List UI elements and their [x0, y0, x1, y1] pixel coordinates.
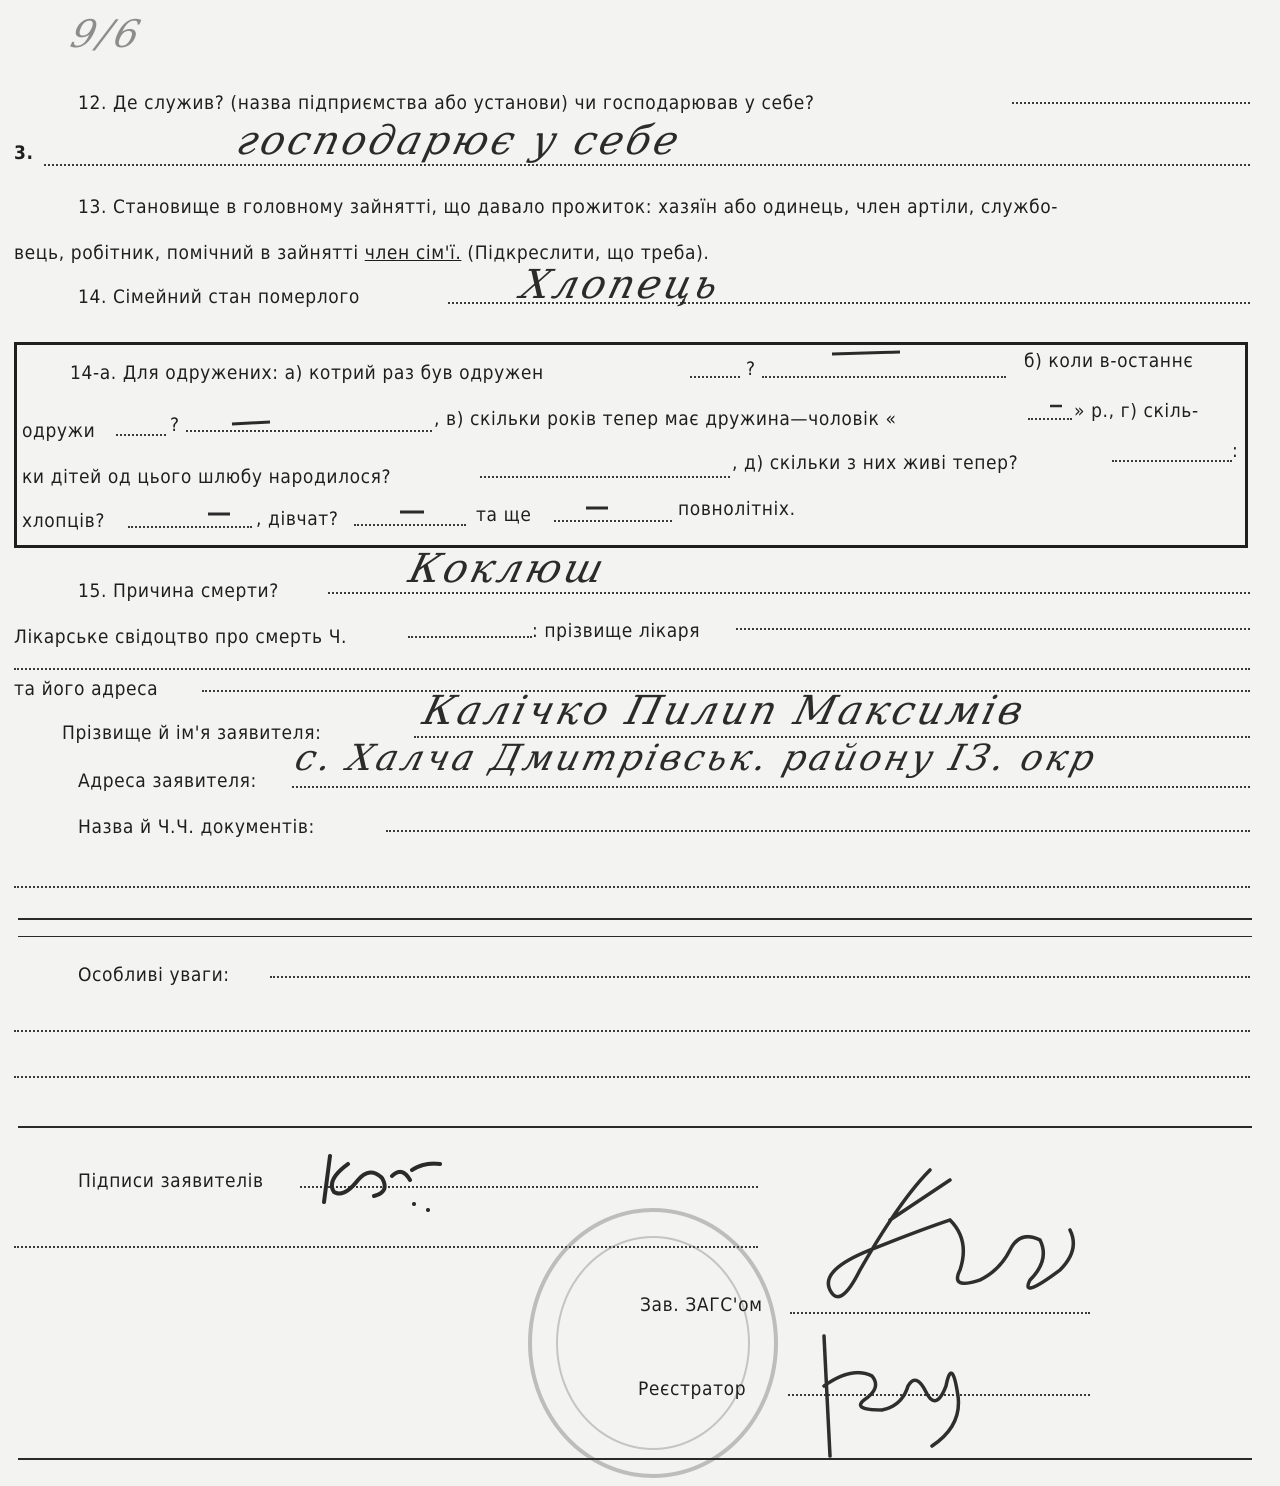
q14-answer-handwriting: Хлопець: [516, 262, 726, 308]
q14a-line2b: ?: [170, 414, 180, 436]
documents-dots: [386, 830, 1250, 832]
doctor-certificate-label: Лікарське свідоцтво про смерть Ч.: [14, 626, 348, 648]
q14a-line3b: , д) скільки з них живі тепер?: [732, 452, 1019, 474]
q14a-line2d: » р., г) скіль-: [1074, 400, 1199, 422]
q13-line2-suffix: (Підкреслити, що треба).: [461, 242, 710, 264]
notes-label: Особливі уваги:: [78, 964, 230, 986]
applicant-signature-label: Підписи заявителів: [78, 1170, 264, 1192]
q14a-line3a: ки дітей од цього шлюбу народилося?: [22, 466, 392, 488]
q14-label: 14. Сімейний стан померлого: [78, 286, 360, 308]
applicant-address-label: Адреса заявителя:: [78, 770, 257, 792]
doctor-surname-dots: [736, 628, 1250, 630]
q14a-line4b: , дівчат?: [256, 508, 339, 530]
q14a-line2c: , в) скільки років тепер має дружина—чоловік «: [434, 408, 897, 430]
bottom-divider: [18, 1458, 1252, 1460]
notes-dots-1: [270, 976, 1250, 978]
section-divider-2: [18, 936, 1252, 937]
documents-label: Назва й Ч.Ч. документів:: [78, 816, 315, 838]
registrar-label: Реєстратор: [638, 1378, 747, 1400]
q14a-line4a: хлопців?: [22, 510, 106, 532]
doctor-extra-line: [14, 668, 1250, 670]
q14a-line1c: б) коли в-останнє: [1024, 350, 1194, 372]
q15-answer-handwriting: Коклюш: [404, 546, 612, 592]
doctor-surname-label: : прізвище лікаря: [532, 620, 701, 642]
applicant-address-handwriting: с. Халча Дмитрівськ. району ІЗ. окр: [290, 738, 1102, 779]
margin-note: 9/6: [66, 12, 148, 56]
doctor-certificate-dots: [408, 636, 532, 638]
q13-underlined-choice: член сім'ї.: [364, 242, 462, 264]
notes-dots-3: [14, 1076, 1250, 1078]
doctor-address-label: та його адреса: [14, 678, 159, 700]
official-round-stamp: [528, 1208, 778, 1478]
q12-label: 12. Де служив? (назва підприємства або установи) чи господарював у себе?: [78, 92, 815, 114]
applicant-name-handwriting: Калічко Пилип Максимів: [418, 688, 1031, 734]
q12-bullet: 3.: [14, 142, 34, 164]
registrar-signature: [812, 1326, 992, 1476]
q13-line2-prefix: вець, робітник, помічний в зайнятті: [14, 242, 365, 264]
zags-head-signature: [800, 1160, 1100, 1340]
q14a-line4d: повнолітніх.: [678, 498, 796, 520]
q14a-line1b: ?: [746, 358, 756, 380]
documents-extra-line: [14, 886, 1250, 888]
applicant-name-label: Прізвище й ім'я заявителя:: [62, 722, 322, 744]
q14a-line1a: 14-а. Для одружених: а) котрий раз був одружен: [70, 362, 544, 384]
q15-label: 15. Причина смерти?: [78, 580, 279, 602]
applicant-address-dots: [292, 786, 1250, 788]
q14a-line4c: та ще: [476, 504, 532, 526]
q14a-dash-marks: [0, 0, 1280, 560]
section-divider-3: [18, 1126, 1252, 1128]
zags-head-label: Зав. ЗАГС'ом: [640, 1294, 763, 1316]
q14a-line2a: одружи: [22, 420, 96, 442]
section-divider-1: [18, 918, 1252, 920]
notes-dots-2: [14, 1030, 1250, 1032]
q15-answer-line: [328, 592, 1250, 594]
applicant-signature-mark: [300, 1136, 460, 1226]
q13-line1: 13. Становище в головному зайнятті, що давало прожиток: хазяїн або одинець, член артіли, службо-: [78, 196, 1059, 218]
q12-answer-handwriting: господарює у себе: [232, 118, 687, 164]
q14a-line3c: :: [1232, 440, 1239, 462]
